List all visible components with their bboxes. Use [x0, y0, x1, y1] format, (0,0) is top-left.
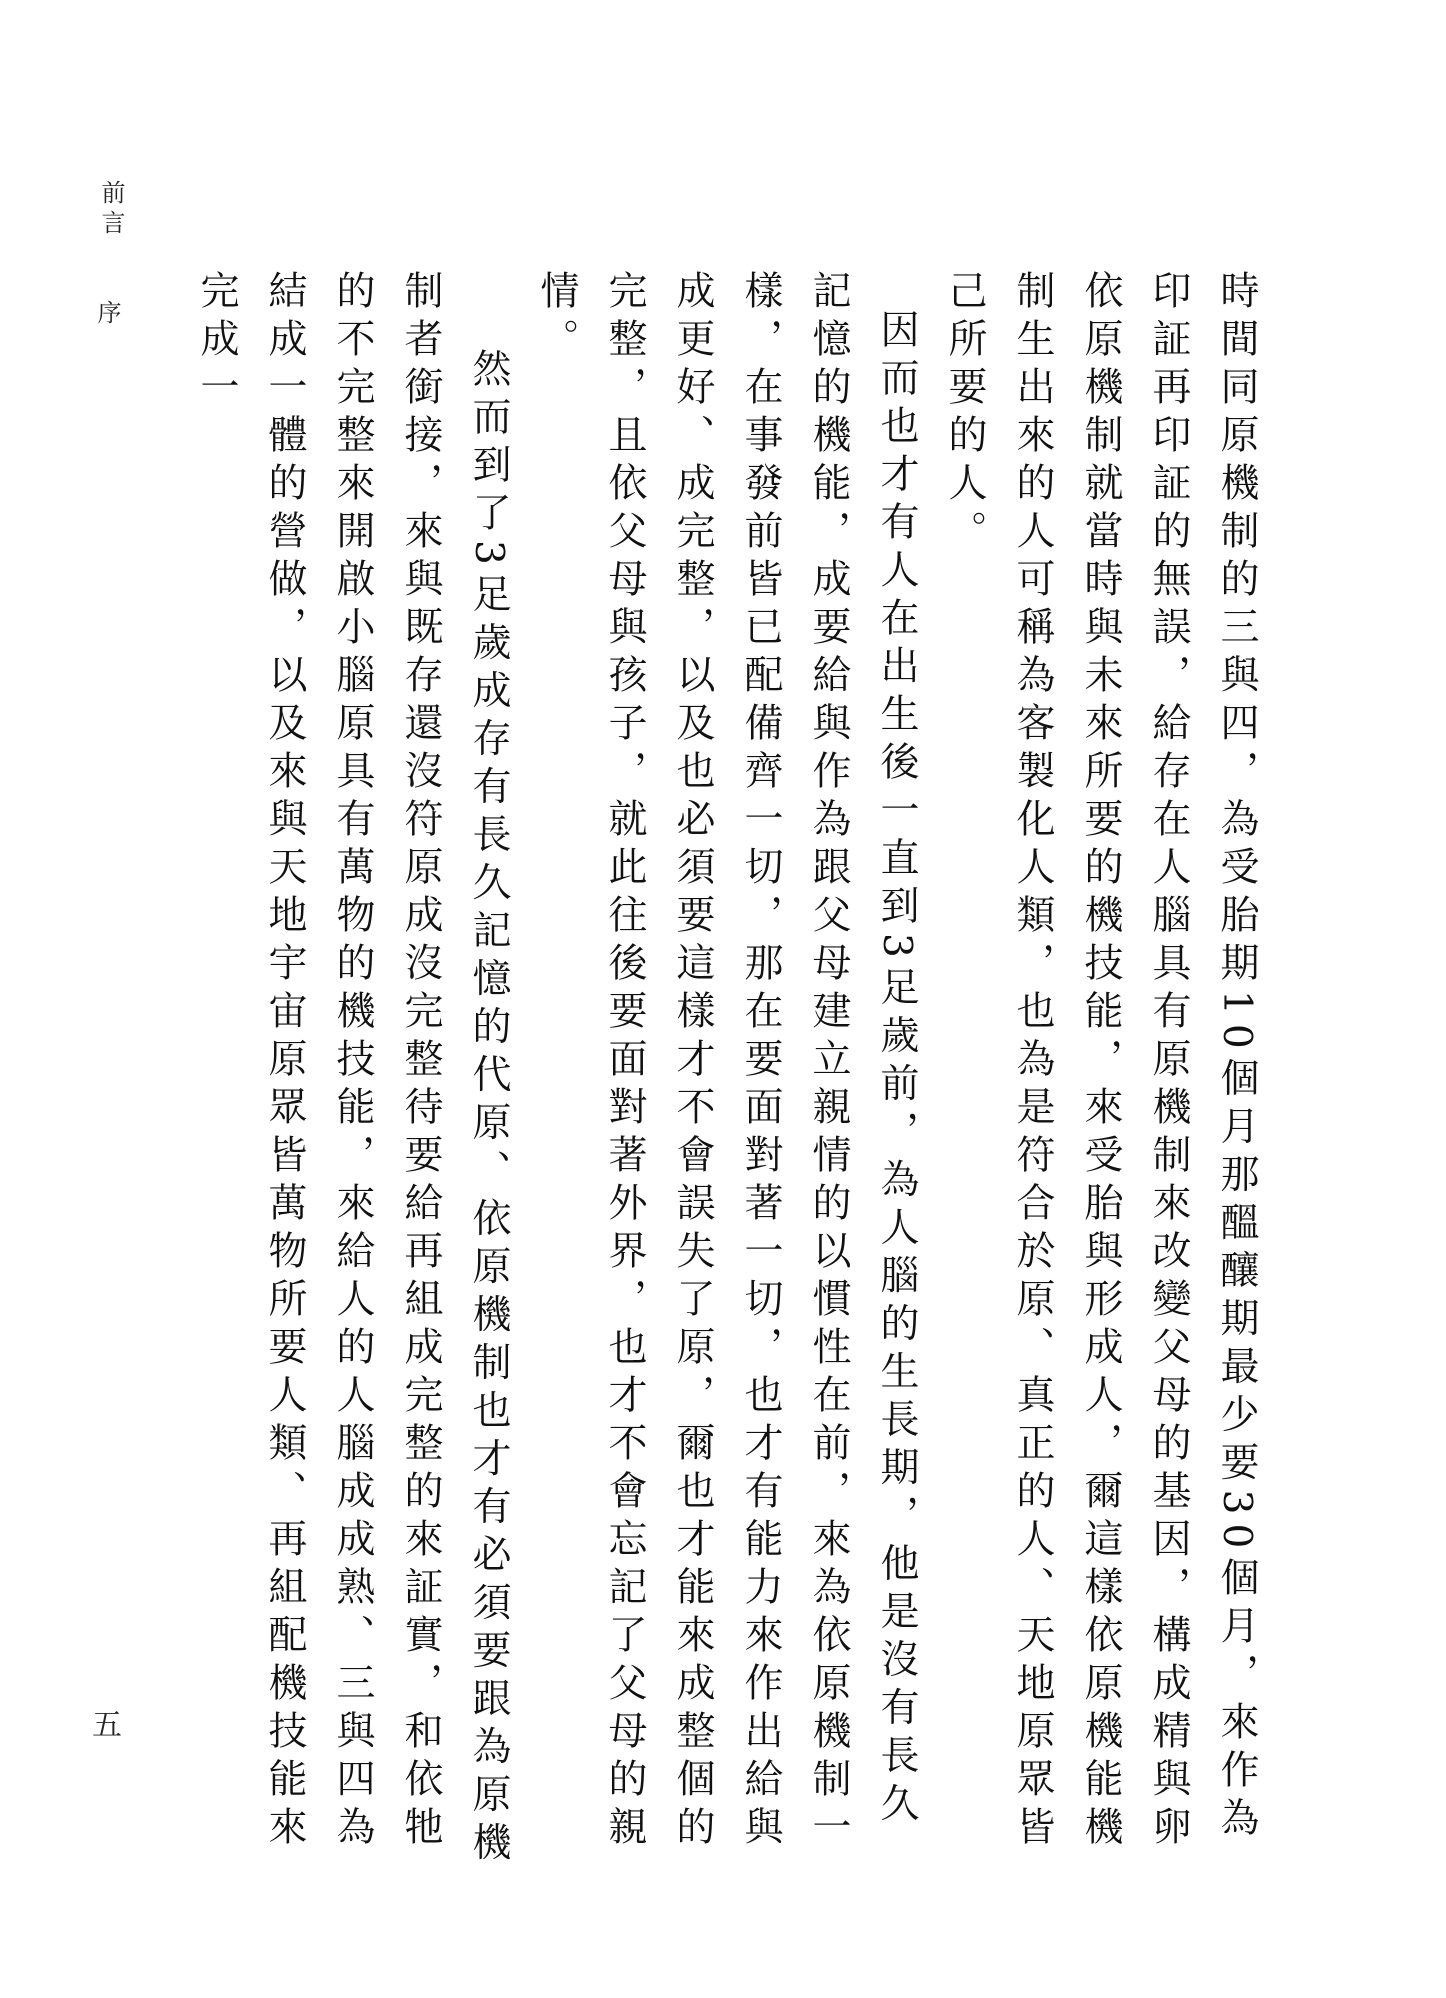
paragraph-2: 因而也才有人在出生後一直到3足歲前，為人腦的生長期，他是沒有長久記憶的機能，成要給與作為跟父母建立親情的以慣性在前，來為依原機制一樣，在事發前皆已配備齊一切，那在要面對著一切，也才有能力來作出給與成更好、成完整，以及也必須要這樣才不會誤失了原，爾也才能來成整個的完整，且依父母與孩子，就此往後要面對著外界，也才不會忘記了父母的親情。 — [534, 270, 919, 1854]
page-number: 五 — [92, 1708, 122, 1743]
running-head: 前言 — [97, 180, 125, 240]
body-text — [180, 270, 1270, 1870]
section-label: 序 — [93, 300, 121, 324]
paragraph-1: 時間同原機制的三與四，為受胎期10個月那醞釀期最少要30個月，來作為印証再印証的無誤，給存在人腦具有原機制來改變父母的基因，構成精與卵依原機制就當時與未來所要的機技能，來受胎與形成人，爾這樣依原機能機制生出來的人可稱為客製化人類，也為是符合於原、真正的人、天地原眾皆己所要的人。 — [942, 270, 1259, 1854]
paragraph-3: 然而到了3足歲成存有長久記憶的代原、依原機制也才有必須要跟為原機制者銜接，來與既存還沒符原成沒完整待要給再組成完整的來証實，和依牠的不完整來開啟小腦原具有萬物的機技能，來給人的人腦成成熟、三與四為結成一體的營做，以及來與天地宇宙原眾皆萬物所要人類、再組配機技能來完成一 — [194, 270, 511, 1870]
